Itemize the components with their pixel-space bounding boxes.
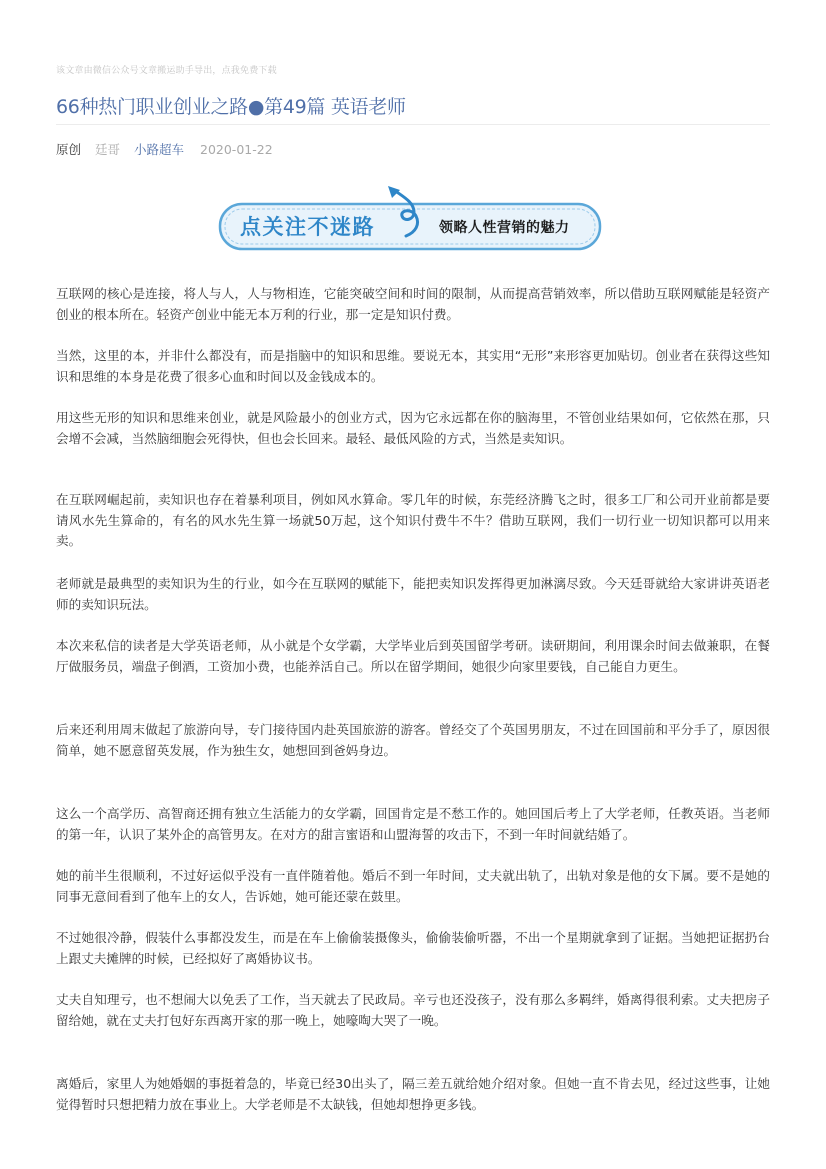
banner-left-text: 点关注不迷路 [240,215,375,239]
paragraph: 后来还利用周末做起了旅游向导，专门接待国内赴英国旅游的游客。曾经交了个英国男朋友，不过在回国前和平分手了，原因很简单，她不愿意留英发展，作为独生女，她想回到爸妈身边。 [56,722,770,758]
export-notice-link[interactable]: 该文章由微信公众号文章搬运助手导出，点我免费下载 [56,66,277,76]
follow-banner [218,186,602,252]
paragraph: 老师就是最典型的卖知识为生的行业，如今在互联网的赋能下，能把卖知识发挥得更加淋漓尽致。今天廷哥就给大家讲讲英语老师的卖知识玩法。 [56,576,770,612]
paragraph: 这么一个高学历、高智商还拥有独立生活能力的女学霸，回国肯定是不愁工作的。她回国后考上了大学老师，任教英语。当老师的第一年，认识了某外企的高管男友。在对方的甜言蜜语和山盟海誓的攻击下，不到一年时间就结婚了。 [56,806,770,842]
publish-date: 2020-01-22 [200,142,273,157]
banner-right-text: 领略人性营销的魅力 [439,220,570,236]
paragraph: 本次来私信的读者是大学英语老师，从小就是个女学霸，大学毕业后到英国留学考研。读研期间，利用课余时间去做兼职，在餐厅做服务员，端盘子倒酒，工资加小费，也能养活自己。所以在留学期间，她很少向家里要钱，自己能自力更生。 [56,638,770,674]
author-name: 廷哥 [95,142,121,157]
paragraph: 互联网的核心是连接，将人与人，人与物相连，它能突破空间和时间的限制，从而提高营销效率，所以借助互联网赋能是轻资产创业的根本所在。轻资产创业中能无本万利的行业，那一定是知识付费。 [56,286,770,322]
title-divider [56,124,770,125]
paragraph: 她的前半生很顺利，不过好运似乎没有一直伴随着他。婚后不到一年时间，丈夫就出轨了，出轨对象是他的女下属。要不是她的同事无意间看到了他车上的女人，告诉她，她可能还蒙在鼓里。 [56,868,770,904]
paragraph: 不过她很冷静，假装什么事都没发生，而是在车上偷偷装摄像头，偷偷装偷听器，不出一个星期就拿到了证据。当她把证据扔台上跟丈夫摊牌的时候，已经拟好了离婚协议书。 [56,930,770,966]
account-link[interactable]: 小路超车 [134,142,185,157]
paragraph: 在互联网崛起前，卖知识也存在着暴利项目，例如风水算命。零几年的时候，东莞经济腾飞之时，很多工厂和公司开业前都是要请风水先生算命的，有名的风水先生算一场就50万起，这个知识付费牛不牛？借助互联网，我们一切行业一切知识都可以用来卖。 [56,492,770,548]
article-title: 66种热门职业创业之路●第49篇 英语老师 [56,96,406,118]
article-meta [56,140,283,158]
paragraph: 用这些无形的知识和思维来创业，就是风险最小的创业方式，因为它永远都在你的脑海里，不管创业结果如何，它依然在那，只会增不会减，当然脑细胞会死得快，但也会长回来。最轻、最低风险的方式，当然是卖知识。 [56,410,770,446]
paragraph: 当然，这里的本，并非什么都没有，而是指脑中的知识和思维。要说无本，其实用“无形”来形容更加贴切。创业者在获得这些知识和思维的本身是花费了很多心血和时间以及金钱成本的。 [56,348,770,384]
original-tag: 原创 [56,142,82,157]
paragraph: 丈夫自知理亏，也不想闹大以免丢了工作，当天就去了民政局。辛亏也还没孩子，没有那么多羁绊，婚离得很利索。丈夫把房子留给她，就在丈夫打包好东西离开家的那一晚上，她嚎啕大哭了一晚。 [56,992,770,1028]
paragraph: 离婚后，家里人为她婚姻的事挺着急的，毕竟已经30出头了，隔三差五就给她介绍对象。但她一直不肯去见，经过这些事，让她觉得暂时只想把精力放在事业上。大学老师是不太缺钱，但她却想挣更多钱。 [56,1076,770,1112]
